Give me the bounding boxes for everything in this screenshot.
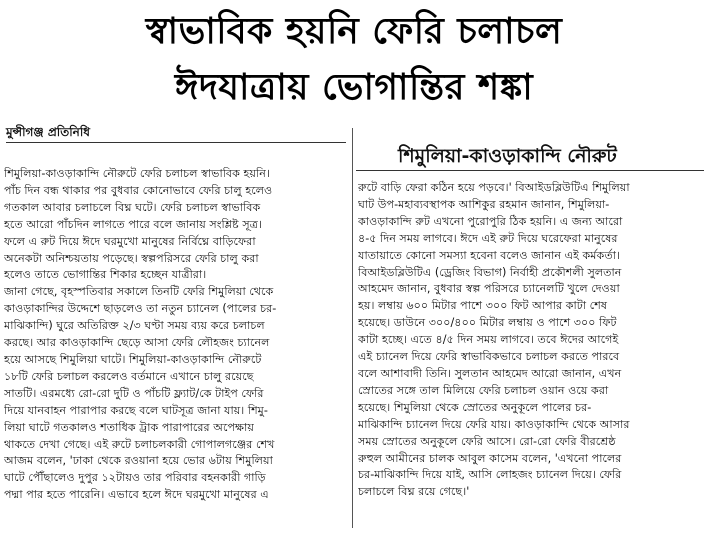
- text-line: মাঝিকান্দি চ্যানেল দিয়ে ফেরি যায়। কাওড়াকান্দি থেকে আসার: [358, 417, 630, 431]
- text-line: জানা গেছে, বৃহস্পতিবার সকালে তিনটি ফেরি শিমুলিয়া থেকে: [4, 285, 274, 299]
- text-line: হয়েছে। শিমুলিয়া থেকে স্রোতের অনুকূলে পালের চর-: [358, 400, 592, 414]
- text-line: থাকতে দেখা গেছে। এই রুটে চলাচলকারী গোপালগঞ্জের শেখ: [4, 437, 275, 451]
- text-line: চর-মাঝিকান্দি দিয়ে যাই, আসি লোহজং চ্যানেল দিয়ে। ফেরি: [358, 468, 622, 482]
- article-column-right: [358, 180, 702, 501]
- text-line: আজম বলেন, 'ঢাকা থেকে রওয়ানা হয়ে ভোর ৬টায় শিমুলিয়া: [4, 454, 273, 468]
- text-line: কাওড়াকান্দি রুট এখনো পুরোপুরি ঠিক হয়নি। এ জন্য আরো: [358, 214, 623, 228]
- text-line: দিয়ে যানবাহন পারাপার করছে বলে ঘাটসূত্র জানা যায়। শিমু-: [4, 403, 268, 417]
- text-line: স্রোতের সঙ্গে তাল মিলিয়ে ফেরি চলাচল ওয়ান ওয়ে করা: [358, 383, 609, 397]
- text-line: ফলে এ রুট দিয়ে ঈদে ঘরমুখো মানুষের নির্বিঘ্নে বাড়িফেরা: [4, 234, 256, 248]
- text-line: হলেও তাতে ভোগান্তির শিকার হচ্ছেন যাত্রীরা।: [4, 268, 207, 282]
- column-divider: [352, 128, 353, 528]
- text-line: বলে আশাবাদী তিনি। সুলতান আহমেদ আরো জানান, এখন: [358, 366, 622, 380]
- text-line: হয়। লম্বায় ৬০০ মিটার পাশে ৩০০ ফিট আপার কাটা শেষ: [358, 299, 607, 313]
- text-line: ১৮টি ফেরি চলাচল করলেও বর্তমানে এখানে চালু রয়েছে: [4, 369, 254, 383]
- text-line: ঘাটে পৌঁছালেও দুপুর ১২টায়ও তার পরিবার বহনকারী গাড়ি: [4, 471, 266, 485]
- text-line: মাঝিকান্দি) ঘুরে অতিরিক্ত ২/৩ ঘণ্টা সময় ব্যয় করে চলাচল: [4, 319, 265, 333]
- headline-line-1: স্বাভাবিক হয়নি ফেরি চলাচল: [145, 11, 563, 52]
- text-line: চলাচলে বিঘ্ন রয়ে গেছে।': [358, 485, 470, 499]
- text-line: এই চ্যানেল দিয়ে ফেরি স্বাভাবিকভাবে চলাচল করতে পারবে: [358, 350, 620, 364]
- text-line: অনেকটা অনিশ্চয়তায় পড়েছে। স্বল্পপরিসরে ফেরি চালু করা: [4, 251, 259, 265]
- text-line: পাঁচ দিন বন্ধ থাকার পর বুধবার কোনোভাবে ফেরি চালু হলেও: [4, 183, 273, 197]
- text-line: হয়েছে। ডাউনে ৩০০/৪০০ মিটার লম্বায় ও পাশে ৩০০ ফিট: [358, 316, 617, 330]
- text-line: ঘাট উপ-মহাব্যবস্থাপক আশিকুর রহমান জানান, শিমুলিয়া-: [358, 197, 610, 211]
- text-line: গতকাল আবার চলাচলে বিঘ্ন ঘটে। ফেরি চলাচল স্বাভাবিক: [4, 200, 261, 214]
- byline: মুন্সীগঞ্জ প্রতিনিধি: [6, 125, 90, 139]
- text-line: শিমুলিয়া-কাওড়াকান্দি নৌরুটে ফেরি চলাচল স্বাভাবিক হয়নি।: [4, 167, 270, 180]
- text-line: রুহুল আমীনের চালক আবুল কাসেম বলেন, 'এখনো পালের: [358, 451, 622, 465]
- text-line: রুটে বাড়ি ফেরা কঠিন হয়ে পড়বে।' বিআইডব্লিউটিএ শিমুলিয়া: [358, 181, 630, 194]
- text-line: সময় স্রোতের অনুকূলে ফেরি আসে। রো-রো ফেরি বীরশ্রেষ্ঠ: [358, 434, 616, 448]
- text-line: হয়ে আসছে শিমুলিয়া ঘাটে। শিমুলিয়া-কাওড়াকান্দি নৌরুটে: [4, 352, 262, 366]
- subhead-divider: [356, 170, 704, 171]
- text-line: লিয়া ঘাটে গতকালও শতাধিক ট্রাক পারাপারের অপেক্ষায়: [4, 420, 254, 434]
- text-line: আহমেদ জানান, বুধবার স্বল্প পরিসরে চ্যানেলটি খুলে দেওয়া: [358, 282, 620, 296]
- article-column-left: [4, 166, 346, 504]
- byline-divider: [6, 142, 346, 143]
- text-line: হতে আরো পাঁচদিন লাগতে পারে বলে জানায় সংশ্লিষ্ট সূত্র।: [4, 217, 262, 231]
- text-line: ৪-৫ দিন সময় লাগবে। ঈদে এই রুট দিয়ে ঘরেফেরা মানুষের: [358, 231, 618, 245]
- text-line: কাওড়াকান্দির উদ্দেশে ছাড়লেও তা নতুন চ্যানেল (পালের চর-: [4, 302, 277, 316]
- text-line: পদ্মা পার হতে পারেনি। এভাবে হলে ঈদে ঘরমুখো মানুষের এ: [4, 488, 269, 502]
- text-line: বিআইডব্লিউটিএ (ড্রেজিং বিভাগ) নির্বাহী প্রকৌশলী সুলতান: [358, 265, 622, 279]
- text-line: যাতায়াতে কোনো সমস্যা হবেনা বলেও জানান এই কর্মকর্তা।: [358, 248, 620, 262]
- text-line: করছে। আর কাওড়াকান্দি ছেড়ে আসা ফেরি লৌহজং চ্যানেল: [4, 336, 270, 350]
- text-line: সাতটি। এরমধ্যে রো-রো দুটি ও পাঁচটি ফ্ল্যাট/কে টাইপ ফেরি: [4, 386, 264, 400]
- text-line: কাটা হচ্ছে। এতে ৪/৫ দিন সময় লাগবে। তবে ঈদের আগেই: [358, 333, 619, 347]
- subhead: শিমুলিয়া-কাওড়াকান্দি নৌরুট: [398, 145, 617, 167]
- headline-line-2: ঈদযাত্রায় ভোগান্তির শঙ্কা: [174, 67, 534, 108]
